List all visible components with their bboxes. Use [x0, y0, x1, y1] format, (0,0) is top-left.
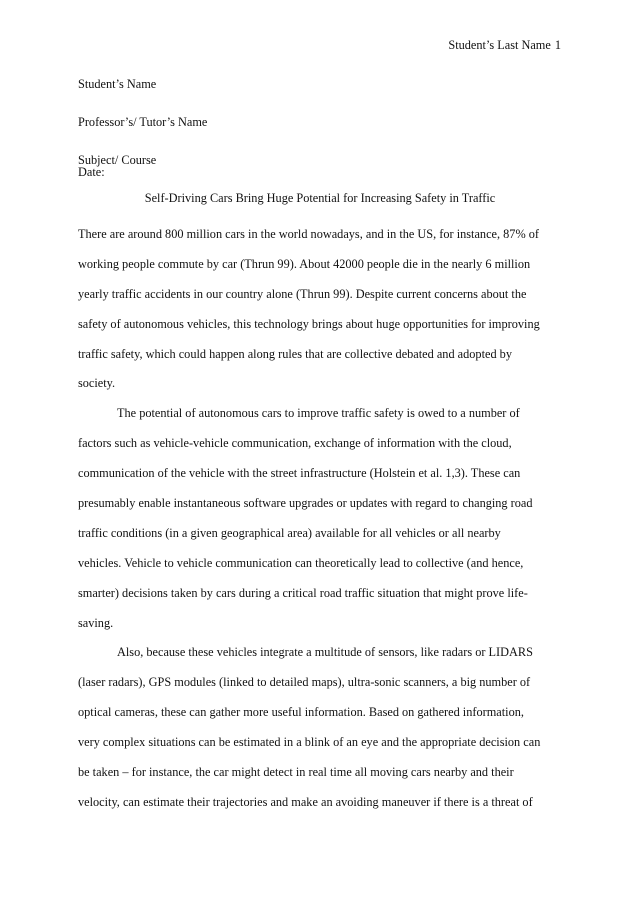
body-line: yearly traffic accidents in our country alone (Thrun 99). Despite current concerns about the	[78, 287, 527, 301]
body-line: society.	[78, 376, 116, 390]
body-line: vehicles. Vehicle to vehicle communication can theoretically lead to collective (and hence,	[78, 556, 524, 570]
body-line: (laser radars), GPS modules (linked to detailed maps), ultra-sonic scanners, a big number of	[78, 675, 531, 689]
body-line: There are around 800 million cars in the world nowadays, and in the US, for instance, 87% of	[78, 227, 540, 241]
body-line: smarter) decisions taken by cars during a critical road traffic situation that might prove life-	[78, 586, 528, 600]
paper-title: Self-Driving Cars Bring Huge Potential for Increasing Safety in Traffic	[144, 191, 496, 205]
body-line: factors such as vehicle-vehicle communication, exchange of information with the cloud,	[78, 436, 512, 450]
body-line: very complex situations can be estimated in a blink of an eye and the appropriate decision can	[78, 735, 541, 749]
running-head-text: Student’s Last Name	[448, 38, 551, 52]
body-line: presumably enable instantaneous software upgrades or updates with regard to changing road	[78, 496, 533, 510]
body-line: working people commute by car (Thrun 99). About 42000 people die in the nearly 6 million	[78, 257, 531, 271]
body-line: safety of autonomous vehicles, this technology brings about huge opportunities for improving	[78, 317, 540, 331]
body-line: be taken – for instance, the car might detect in real time all moving cars nearby and their	[78, 765, 514, 779]
body-line: The potential of autonomous cars to improve traffic safety is owed to a number of	[117, 406, 520, 420]
body-line: Also, because these vehicles integrate a multitude of sensors, like radars or LIDARS	[117, 645, 533, 659]
body-line: traffic conditions (in a given geographical area) available for all vehicles or all nearby	[78, 526, 501, 540]
body-line: saving.	[78, 616, 114, 630]
date-line: Date:	[78, 165, 105, 179]
professor-name: Professor’s/ Tutor’s Name	[78, 115, 208, 129]
subject-course: Subject/ Course	[78, 153, 157, 167]
running-header	[448, 38, 561, 53]
page-number: 1	[554, 38, 561, 52]
body-line: communication of the vehicle with the street infrastructure (Holstein et al. 1,3). These can	[78, 466, 521, 480]
body-line: velocity, can estimate their trajectories and make an avoiding maneuver if there is a threat of	[78, 795, 533, 809]
student-name: Student’s Name	[78, 77, 157, 91]
body-line: optical cameras, these can gather more useful information. Based on gathered information,	[78, 705, 524, 719]
body-line: traffic safety, which could happen along rules that are collective debated and adopted by	[78, 347, 512, 361]
